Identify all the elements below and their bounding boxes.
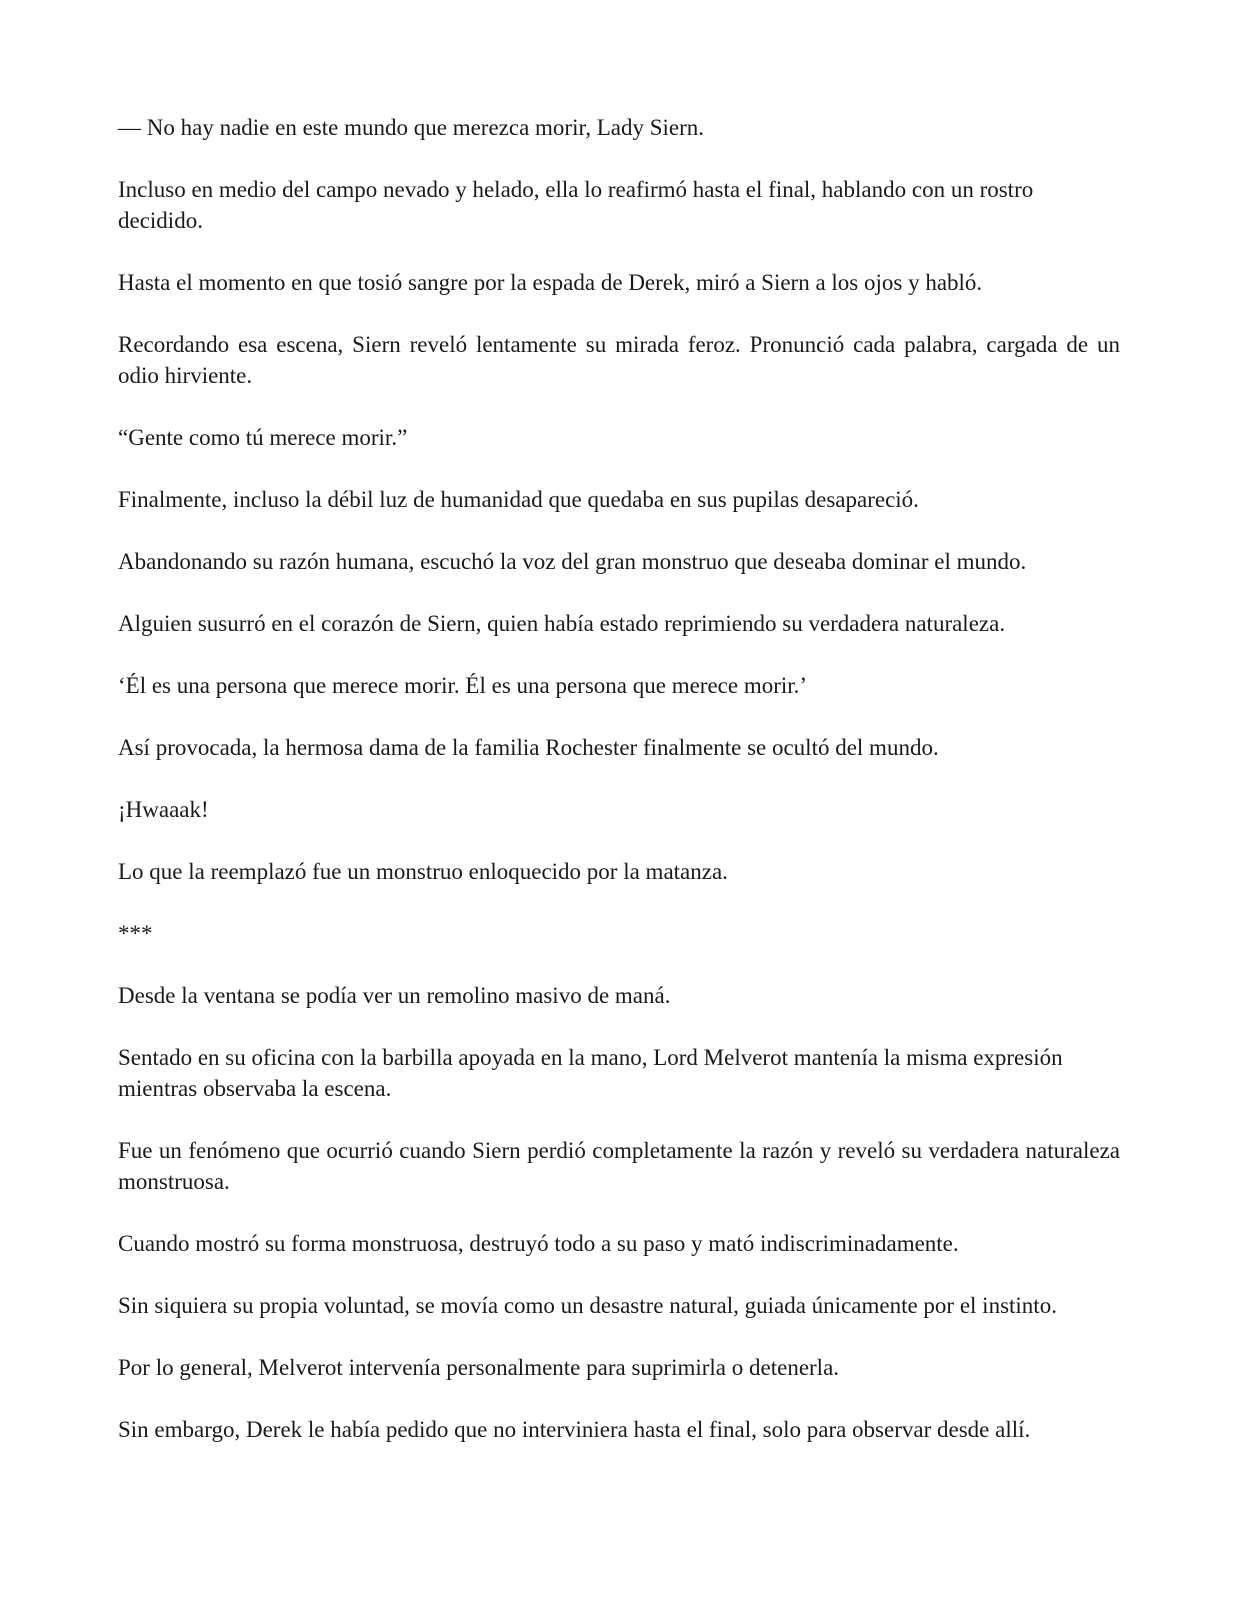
paragraph: Alguien susurró en el corazón de Siern, quien había estado reprimiendo su verdadera naturaleza.	[118, 611, 1006, 636]
paragraph: Incluso en medio del campo nevado y helado, ella lo reafirmó hasta el final, hablando con un rostro decidido.	[118, 177, 1034, 233]
paragraph: Sin embargo, Derek le había pedido que no interviniera hasta el final, solo para observar desde allí.	[118, 1417, 1031, 1442]
paragraph: Fue un fenómeno que ocurrió cuando Siern perdió completamente la razón y reveló su verdadera naturaleza monstruosa.	[118, 1138, 1120, 1194]
paragraph: Por lo general, Melverot intervenía personalmente para suprimirla o detenerla.	[118, 1355, 840, 1380]
scene-break: ***	[118, 921, 153, 946]
paragraph: “Gente como tú merece morir.”	[118, 425, 408, 450]
paragraph: Hasta el momento en que tosió sangre por la espada de Derek, miró a Siern a los ojos y habló.	[118, 270, 983, 295]
paragraph: Así provocada, la hermosa dama de la familia Rochester finalmente se ocultó del mundo.	[118, 735, 939, 760]
paragraph: Sentado en su oficina con la barbilla apoyada en la mano, Lord Melverot mantenía la misma expresión mientras observaba la escena.	[118, 1045, 1063, 1101]
document-page	[118, 112, 1120, 1476]
paragraph: ‘Él es una persona que merece morir. Él es una persona que merece morir.’	[118, 673, 808, 698]
paragraph: Sin siquiera su propia voluntad, se movía como un desastre natural, guiada únicamente por el instinto.	[118, 1293, 1057, 1318]
paragraph: Finalmente, incluso la débil luz de humanidad que quedaba en sus pupilas desapareció.	[118, 487, 919, 512]
paragraph: Abandonando su razón humana, escuchó la voz del gran monstruo que deseaba dominar el mundo.	[118, 549, 1027, 574]
paragraph: Desde la ventana se podía ver un remolino masivo de maná.	[118, 983, 671, 1008]
paragraph: — No hay nadie en este mundo que merezca morir, Lady Siern.	[118, 115, 705, 140]
paragraph: Lo que la reemplazó fue un monstruo enloquecido por la matanza.	[118, 859, 728, 884]
paragraph: Cuando mostró su forma monstruosa, destruyó todo a su paso y mató indiscriminadamente.	[118, 1231, 959, 1256]
paragraph: ¡Hwaaak!	[118, 797, 209, 822]
paragraph: Recordando esa escena, Siern reveló lentamente su mirada feroz. Pronunció cada palabra, cargada de un odio hirviente.	[118, 332, 1120, 388]
